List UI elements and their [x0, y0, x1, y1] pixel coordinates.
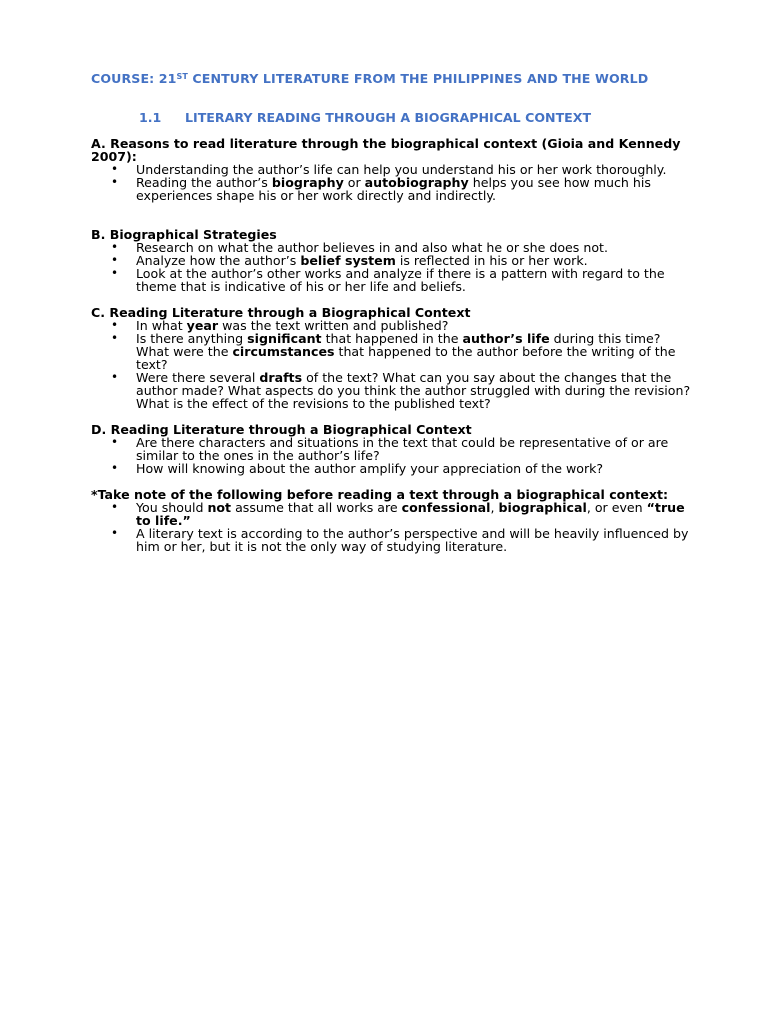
bullet-text: Reading the author’s [136, 175, 272, 190]
bullet-text: during this time? What were the [136, 331, 661, 359]
section-note [91, 488, 691, 553]
bullet-text: is reflected in his or her work. [395, 253, 588, 268]
bold-term: significant [247, 331, 322, 346]
bullet-text: of the text? What can you say about the changes that the author made? What aspects do you think the author struggled with during the revision? What is the effect of the revisions to the published text? [136, 370, 691, 411]
bold-term: autobiography [364, 175, 469, 190]
list-item [91, 332, 691, 371]
section-note-list [91, 501, 691, 553]
bold-term: circumstances [232, 344, 335, 359]
bullet-text: Are there characters and situations in the text that could be representative of or are similar to the ones in the author’s life? [136, 435, 669, 463]
subtitle-number: 1.1 [139, 110, 162, 125]
bullet-text: , [490, 500, 499, 515]
bullet-text: that happened to the author before the writing of the text? [136, 344, 676, 372]
bullet-text: Understanding the author’s life can help you understand his or her work thoroughly. [136, 162, 667, 177]
list-item [91, 462, 691, 475]
section-note-heading: *Take note of the following before reading a text through a biographical context: [91, 487, 669, 502]
bullet-text: In what [136, 318, 187, 333]
bullet-text: Were there several [136, 370, 260, 385]
bullet-text: helps you see how much his experiences shape his or her work directly and indirectly. [136, 175, 651, 203]
bullet-text: A literary text is according to the author’s perspective and will be heavily influenced by him or her, but it is not the only way of studying literature. [136, 526, 689, 554]
bold-term: drafts [259, 370, 303, 385]
section-c-list [91, 319, 691, 410]
list-item [91, 176, 691, 202]
course-title-superscript: ST [176, 72, 188, 81]
bullet-text: was the text written and published? [218, 318, 449, 333]
bullet-text: Is there anything [136, 331, 248, 346]
section-b-list [91, 241, 691, 293]
section-b [91, 228, 691, 293]
bullet-text: Analyze how the author’s [136, 253, 301, 268]
list-item [91, 371, 691, 410]
section-subtitle [139, 111, 591, 124]
list-item [91, 267, 691, 293]
section-d [91, 423, 691, 475]
section-d-list [91, 436, 691, 475]
bullet-text: or [343, 175, 365, 190]
bold-term: biography [271, 175, 344, 190]
bullet-text: Research on what the author believes in and also what he or she does not. [136, 240, 608, 255]
bullet-text: assume that all works are [231, 500, 402, 515]
bold-term: “true to life.” [136, 500, 685, 528]
bullet-text: , or even [586, 500, 647, 515]
course-title [91, 72, 651, 85]
bold-term: not [207, 500, 232, 515]
bullet-text: You should [136, 500, 208, 515]
section-a [91, 137, 691, 202]
section-a-list [91, 163, 691, 202]
section-c-heading: C. Reading Literature through a Biographical Context [91, 305, 471, 320]
bullet-text: Look at the author’s other works and analyze if there is a pattern with regard to the theme that is indicative of his or her life and beliefs. [136, 266, 665, 294]
bold-term: year [186, 318, 219, 333]
list-item [91, 527, 691, 553]
subtitle-text: LITERARY READING THROUGH A BIOGRAPHICAL CONTEXT [185, 110, 592, 125]
list-item [91, 501, 691, 527]
section-b-heading: B. Biographical Strategies [91, 227, 277, 242]
list-item [91, 436, 691, 462]
course-title-rest: CENTURY LITERATURE FROM THE PHILIPPINES AND THE WORLD [187, 71, 649, 86]
bold-term: author’s life [462, 331, 550, 346]
section-c [91, 306, 691, 410]
course-title-prefix: COURSE: 21 [91, 71, 177, 86]
section-d-heading: D. Reading Literature through a Biographical Context [91, 422, 472, 437]
bullet-text: that happened in the [321, 331, 463, 346]
bold-term: biographical [498, 500, 587, 515]
section-a-heading: A. Reasons to read literature through the biographical context (Gioia and Kennedy 2007): [91, 136, 681, 164]
bold-term: confessional [401, 500, 491, 515]
bold-term: belief system [300, 253, 396, 268]
bullet-text: How will knowing about the author amplify your appreciation of the work? [136, 461, 604, 476]
